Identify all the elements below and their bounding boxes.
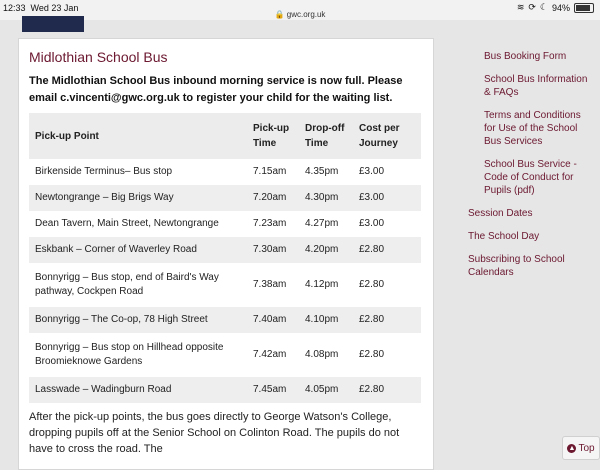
table-row: Bonnyrigg – The Co-op, 78 High Street 7.40am 4.10pm £2.80: [29, 307, 421, 333]
header-dropoff-time: Drop-off Time: [299, 113, 353, 159]
battery-percent: 94%: [551, 2, 570, 13]
nav-tab[interactable]: [22, 16, 84, 32]
address-bar[interactable]: [0, 10, 600, 19]
top-label: Top: [578, 442, 595, 454]
intro-text: The Midlothian School Bus inbound morning service is now full. Please email c.vincenti@gwc.org.uk to register your child for the waiting list.: [29, 75, 403, 104]
table-row: Dean Tavern, Main Street, Newtongrange 7.23am 4.27pm £3.00: [29, 211, 421, 237]
table-row: Eskbank – Corner of Waverley Road 7.30am 4.20pm £2.80: [29, 237, 421, 263]
table-row: Bonnyrigg – Bus stop, end of Baird's Way pathway, Cockpen Road 7.38am 4.12pm £2.80: [29, 263, 421, 307]
sidebar-link-session-dates[interactable]: Session Dates: [468, 208, 533, 219]
sidebar-link-school-day[interactable]: The School Day: [468, 231, 540, 242]
table-row: Newtongrange – Big Brigs Way 7.20am 4.30pm £3.00: [29, 185, 421, 211]
moon-icon: ☾: [539, 2, 548, 12]
page-title: Midlothian School Bus: [29, 49, 168, 65]
table-row: Lasswade – Wadingburn Road 7.45am 4.05pm £2.80: [29, 377, 421, 403]
page: [0, 20, 600, 455]
sidebar-link-terms[interactable]: Terms and Conditions for Use of the School Bus Services: [484, 110, 581, 147]
url-text: gwc.org.uk: [286, 10, 326, 19]
outro-text: After the pick-up points, the bus goes directly to George Watson's College, dropping pupils off at the Senior School on Colinton Road. The pupils do not have to cross the road. The: [29, 411, 400, 455]
header-pickup-time: Pick-up Time: [247, 113, 299, 159]
status-time: 12:33 Wed 23 Jan: [3, 3, 79, 13]
sidebar-link-bus-booking-form[interactable]: Bus Booking Form: [484, 51, 567, 62]
content-card: [18, 38, 434, 470]
back-to-top-button[interactable]: [562, 436, 600, 460]
bus-schedule-table: [29, 113, 421, 403]
status-bar: [0, 0, 600, 20]
header-cost: Cost per Journey: [353, 113, 421, 159]
sidebar-link-calendars[interactable]: Subscribing to School Calendars: [468, 254, 565, 278]
chevron-up-icon: ▲: [568, 444, 576, 452]
lock-icon: 🔒: [274, 10, 285, 19]
header-pickup-point: Pick-up Point: [29, 113, 247, 159]
table-header-row: [29, 113, 421, 159]
table-row: Birkenside Terminus– Bus stop 7.15am 4.35pm £3.00: [29, 159, 421, 185]
wifi-icon: ≋: [516, 2, 525, 12]
sidebar-nav: [468, 50, 588, 289]
sidebar-link-code-of-conduct[interactable]: School Bus Service - Code of Conduct for Pupils (pdf): [484, 159, 577, 196]
orientation-lock-icon: ⟳: [528, 2, 536, 12]
status-icons: [517, 2, 594, 13]
battery-icon: [574, 3, 594, 13]
table-row: Bonnyrigg – Bus stop on Hillhead opposite Broomieknowe Gardens 7.42am 4.08pm £2.80: [29, 333, 421, 377]
sidebar-link-bus-faqs[interactable]: School Bus Information & FAQs: [484, 74, 588, 98]
